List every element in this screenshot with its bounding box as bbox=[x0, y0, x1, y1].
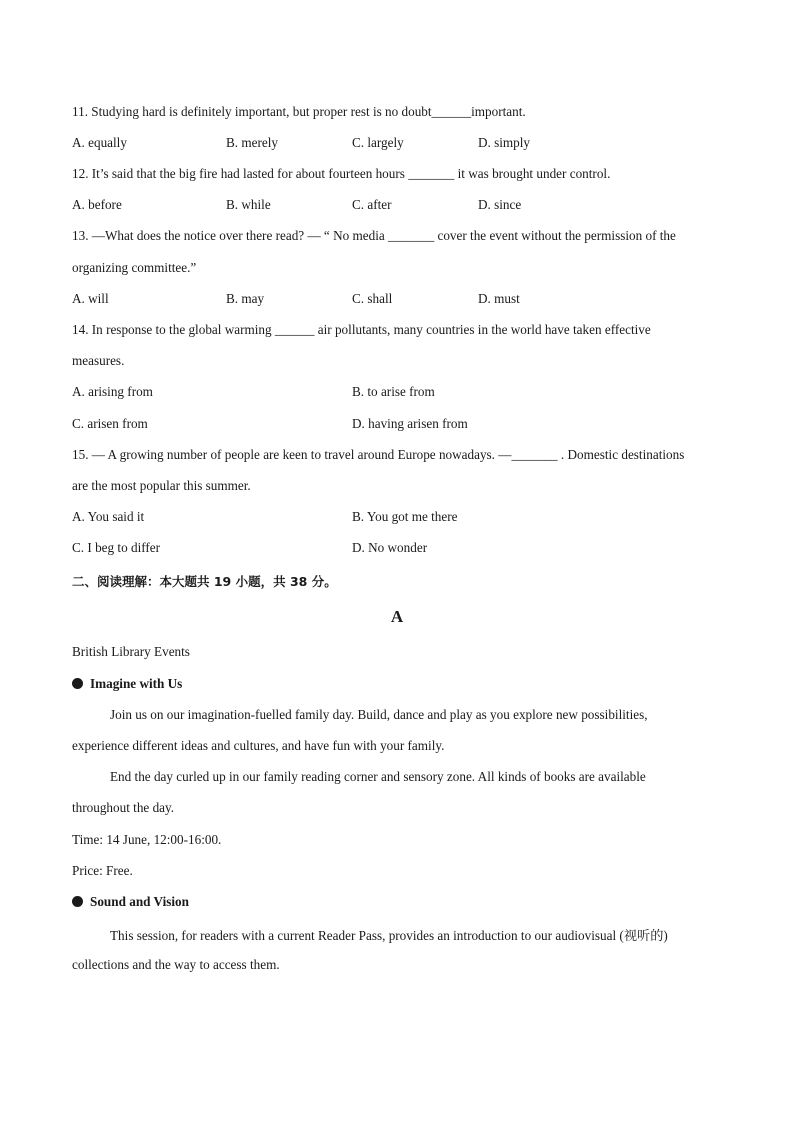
q14-option-d: D. having arisen from bbox=[352, 416, 468, 431]
q14-option-b: B. to arise from bbox=[352, 384, 435, 399]
event-1-para1-line2: experience different ideas and cultures, and have fun with your family. bbox=[72, 738, 445, 753]
event-1-heading bbox=[72, 676, 182, 692]
question-14-stem-line2: measures. bbox=[72, 353, 125, 368]
event-1-time: Time: 14 June, 12:00-16:00. bbox=[72, 832, 222, 847]
q13-option-c: C. shall bbox=[352, 291, 393, 306]
q12-option-d: D. since bbox=[478, 197, 522, 212]
q13-option-d: D. must bbox=[478, 291, 520, 306]
q15-option-c: C. I beg to differ bbox=[72, 540, 161, 555]
event-2-para1-line2: collections and the way to access them. bbox=[72, 957, 280, 972]
question-15-stem-line1: 15. — A growing number of people are keen to travel around Europe nowadays. —_______ . Domestic destinations bbox=[72, 447, 685, 462]
q12-option-b: B. while bbox=[226, 197, 271, 212]
question-15-stem-line2: are the most popular this summer. bbox=[72, 478, 251, 493]
event-1-para2-line2: throughout the day. bbox=[72, 800, 175, 815]
bullet-icon bbox=[72, 896, 83, 907]
passage-title: British Library Events bbox=[72, 644, 190, 659]
question-13-stem-line1: 13. —What does the notice over there read? — “ No media _______ cover the event without the permission of the bbox=[72, 228, 676, 243]
q12-option-a: A. before bbox=[72, 197, 122, 212]
q11-option-c: C. largely bbox=[352, 135, 404, 150]
passage-letter: A bbox=[390, 607, 404, 626]
question-11-stem: 11. Studying hard is definitely important, but proper rest is no doubt______important. bbox=[72, 104, 526, 119]
q15-option-d: D. No wonder bbox=[352, 540, 428, 555]
question-13-stem-line2: organizing committee.” bbox=[72, 260, 197, 275]
event-2-para1-line1: This session, for readers with a current Reader Pass, provides an introduction to our audiovisual (视听的) bbox=[110, 928, 668, 943]
bullet-icon bbox=[72, 678, 83, 689]
q14-option-a: A. arising from bbox=[72, 384, 153, 399]
event-1-price: Price: Free. bbox=[72, 863, 133, 878]
q13-option-b: B. may bbox=[226, 291, 265, 306]
question-14-stem-line1: 14. In response to the global warming ______ air pollutants, many countries in the world have taken effective bbox=[72, 322, 651, 337]
q11-option-d: D. simply bbox=[478, 135, 531, 150]
q13-option-a: A. will bbox=[72, 291, 109, 306]
event-1-name: Imagine with Us bbox=[90, 676, 183, 691]
q12-option-c: C. after bbox=[352, 197, 392, 212]
q15-option-b: B. You got me there bbox=[352, 509, 458, 524]
question-12-stem: 12. It’s said that the big fire had lasted for about fourteen hours _______ it was brought under control. bbox=[72, 166, 611, 181]
q11-option-b: B. merely bbox=[226, 135, 279, 150]
q14-option-c: C. arisen from bbox=[72, 416, 148, 431]
event-2-heading bbox=[72, 894, 189, 910]
event-2-name: Sound and Vision bbox=[90, 894, 189, 909]
q15-option-a: A. You said it bbox=[72, 509, 145, 524]
event-1-para2-line1: End the day curled up in our family reading corner and sensory zone. All kinds of books are available bbox=[110, 769, 646, 784]
section-heading: 二、阅读理解：本大题共 19 小题，共 38 分。 bbox=[72, 574, 337, 589]
event-1-para1-line1: Join us on our imagination-fuelled family day. Build, dance and play as you explore new possibilities, bbox=[110, 707, 648, 722]
q11-option-a: A. equally bbox=[72, 135, 127, 150]
